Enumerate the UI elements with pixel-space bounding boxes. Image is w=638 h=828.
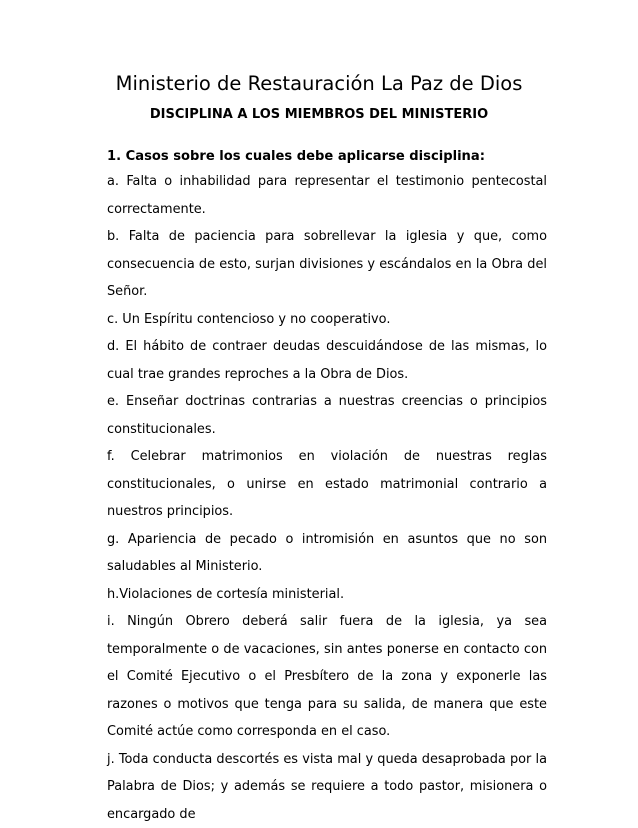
list-item-a: a. Falta o inhabilidad para representar el testimonio pentecostal correctamente. bbox=[107, 168, 547, 223]
document-body bbox=[107, 148, 547, 828]
document-title: Ministerio de Restauración La Paz de Dios bbox=[0, 72, 638, 96]
list-item-g: g. Apariencia de pecado o intromisión en asuntos que no son saludables al Ministerio. bbox=[107, 526, 547, 581]
list-item-f: f. Celebrar matrimonios en violación de nuestras reglas constitucionales, o unirse en estado matrimonial contrario a nuestros principios. bbox=[107, 443, 547, 526]
list-item-j: j. Toda conducta descortés es vista mal y queda desaprobada por la Palabra de Dios; y además se requiere a todo pastor, misionera o encargado de bbox=[107, 746, 547, 828]
list-item-d: d. El hábito de contraer deudas descuidándose de las mismas, lo cual trae grandes reproches a la Obra de Dios. bbox=[107, 333, 547, 388]
document-subtitle: DISCIPLINA A LOS MIEMBROS DEL MINISTERIO bbox=[0, 106, 638, 124]
list-item-h: h.Violaciones de cortesía ministerial. bbox=[107, 581, 547, 609]
list-item-c: c. Un Espíritu contencioso y no cooperativo. bbox=[107, 306, 547, 334]
list-item-b: b. Falta de paciencia para sobrellevar la iglesia y que, como consecuencia de esto, surjan divisiones y escándalos en la Obra del Señor. bbox=[107, 223, 547, 306]
section-heading: 1. Casos sobre los cuales debe aplicarse disciplina: bbox=[107, 148, 547, 166]
list-item-i: i. Ningún Obrero deberá salir fuera de la iglesia, ya sea temporalmente o de vacaciones, sin antes ponerse en contacto con el Comité Ejecutivo o el Presbítero de la zona y exponerle las razones o motivos que tenga para su salida, de manera que este Comité actúe como corresponda en el caso. bbox=[107, 608, 547, 746]
list-item-e: e. Enseñar doctrinas contrarias a nuestras creencias o principios constitucionales. bbox=[107, 388, 547, 443]
